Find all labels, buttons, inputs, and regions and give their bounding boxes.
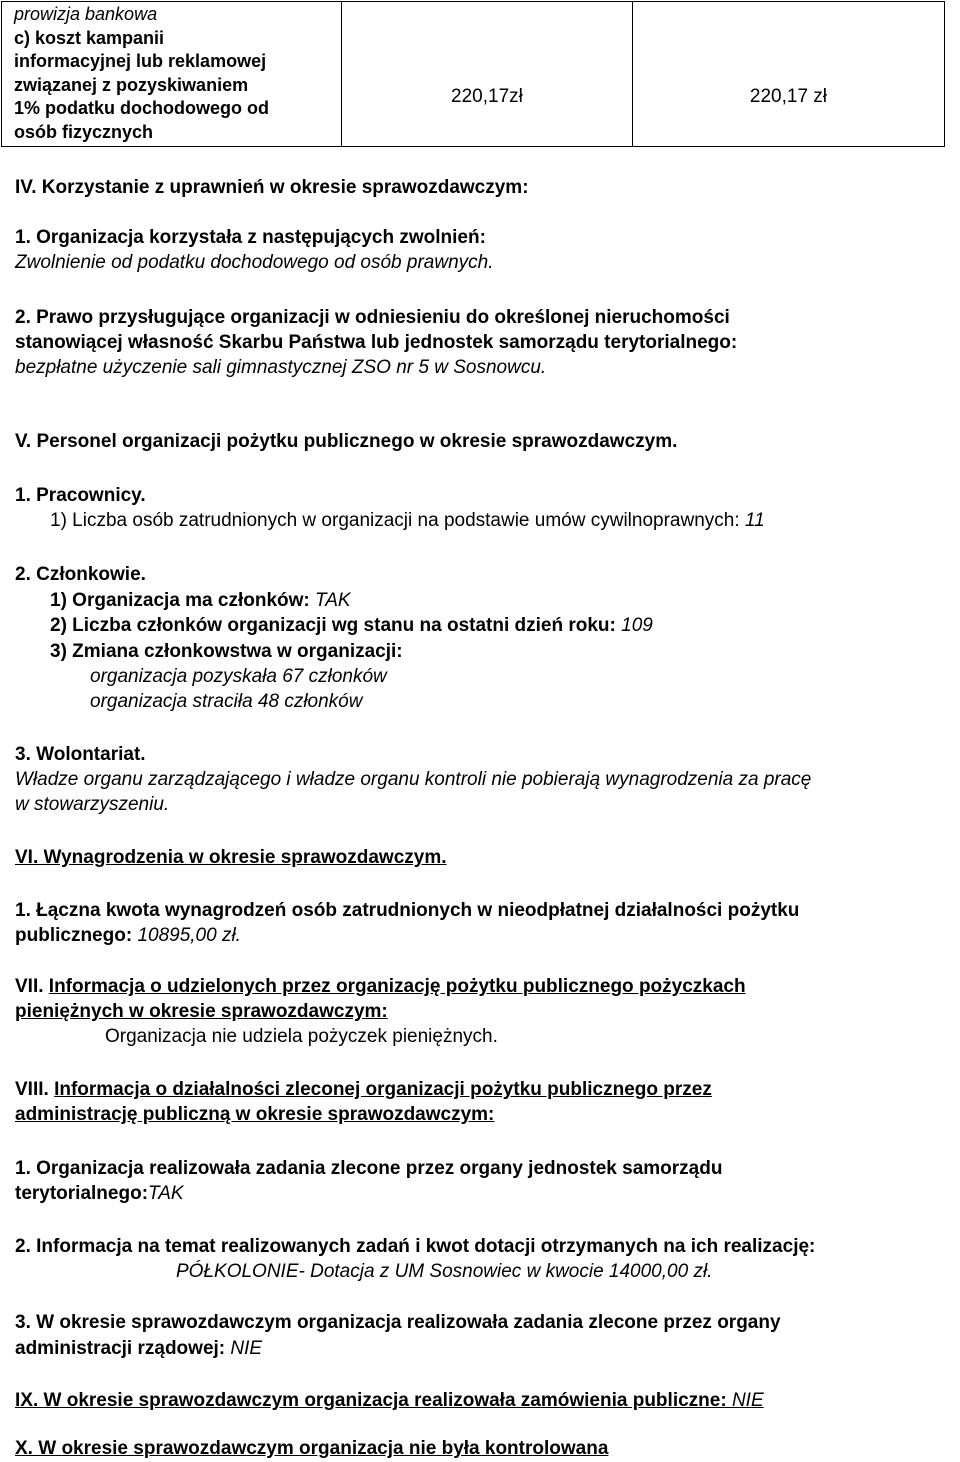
property-rights-line-2: stanowiącej własność Skarbu Państwa lub jednostek samorządu terytorialnego: xyxy=(15,332,738,353)
commissioned-local-line-2 xyxy=(15,1182,184,1206)
members-item-3-label: 3) Zmiana członkowstwa w organizacji: xyxy=(50,641,403,662)
property-rights-value: bezpłatne użyczenie sali gimnastycznej ZSO nr 5 w Sosnowcu. xyxy=(15,357,547,378)
section-iv-heading: IV. Korzystanie z uprawnień w okresie sprawozdawczym: xyxy=(15,177,529,198)
section-vii-heading-line-1 xyxy=(15,975,746,999)
grants-info-line: 2. Informacja na temat realizowanych zadań i kwot dotacji otrzymanych na ich realizację: xyxy=(15,1236,816,1257)
cost-description-cell xyxy=(2,2,342,147)
section-v-heading: V. Personel organizacji pożytku publicznego w okresie sprawozdawczym. xyxy=(15,431,678,452)
grants-info-value: PÓŁKOLONIE- Dotacja z UM Sosnowiec w kwocie 14000,00 zł. xyxy=(176,1261,713,1282)
salaries-line-2 xyxy=(15,924,241,948)
salaries-line-1: 1. Łączna kwota wynagrodzeń osób zatrudnionych w nieodpłatnej działalności pożytku xyxy=(15,900,800,921)
section-x-heading: X. W okresie sprawozdawczym organizacja nie była kontrolowana xyxy=(15,1438,609,1459)
section-ix-value: NIE xyxy=(731,1390,764,1411)
volunteer-line-2: w stowarzyszeniu. xyxy=(15,794,170,815)
workers-item-value: 11 xyxy=(744,510,765,531)
workers-item xyxy=(50,509,765,533)
commissioned-local-line-1: 1. Organizacja realizowała zadania zlecone przez organy jednostek samorządu xyxy=(15,1158,723,1179)
commissioned-gov-label: administracji rządowej: xyxy=(15,1338,231,1359)
salaries-label: publicznego: xyxy=(15,925,138,946)
salaries-value: 10895,00 zł. xyxy=(137,925,241,946)
cost-value-2: 220,17 zł xyxy=(749,86,828,107)
section-viii-title-1: Informacja o działalności zleconej organizacji pożytku publicznego przez xyxy=(54,1079,712,1100)
volunteer-heading: 3. Wolontariat. xyxy=(15,744,146,765)
section-viii-heading-line-2: administrację publiczną w okresie sprawozdawczym: xyxy=(15,1104,495,1125)
section-ix xyxy=(15,1389,764,1413)
workers-item-label: 1) Liczba osób zatrudnionych w organizacji na podstawie umów cywilnoprawnych: xyxy=(50,510,745,531)
members-item-1-value: TAK xyxy=(315,590,351,611)
property-rights-line-1: 2. Prawo przysługujące organizacji w odniesieniu do określonej nieruchomości xyxy=(15,307,730,328)
cost-description-line: c) koszt kampanii xyxy=(14,27,165,48)
commissioned-gov-line-2 xyxy=(15,1337,262,1361)
volunteer-line-1: Władze organu zarządzającego i władze organu kontroli nie pobierają wynagrodzenia za pracę xyxy=(15,769,812,790)
cost-description-line: informacyjnej lub reklamowej xyxy=(14,51,267,71)
commissioned-local-value: TAK xyxy=(148,1183,184,1204)
cost-value-cell-2 xyxy=(632,2,944,147)
cost-description-line: prowizja bankowa xyxy=(14,4,158,24)
members-item-2-value: 109 xyxy=(621,615,653,636)
members-heading: 2. Członkowie. xyxy=(15,564,146,585)
exemptions-label: 1. Organizacja korzystała z następujących zwolnień: xyxy=(15,227,486,248)
members-lost: organizacja straciła 48 członków xyxy=(90,691,363,712)
members-gained: organizacja pozyskała 67 członków xyxy=(90,666,387,687)
cost-description-line: osób fizycznych xyxy=(14,121,154,142)
section-vii-heading-line-2: pieniężnych w okresie sprawozdawczym: xyxy=(15,1001,388,1022)
workers-heading: 1. Pracownicy. xyxy=(15,485,146,506)
commissioned-gov-value: NIE xyxy=(230,1338,263,1359)
members-item-1-label: 1) Organizacja ma członków: xyxy=(50,590,316,611)
members-item-2 xyxy=(50,614,653,638)
cost-value-1: 220,17zł xyxy=(451,86,523,107)
section-vii-title-1: Informacja o udzielonych przez organizację pożytku publicznego pożyczkach xyxy=(48,976,746,997)
commissioned-gov-line-1: 3. W okresie sprawozdawczym organizacja realizowała zadania zlecone przez organy xyxy=(15,1312,781,1333)
section-vii-prefix: VII. xyxy=(15,976,49,997)
cost-description-line: związanej z pozyskiwaniem xyxy=(14,74,249,95)
loans-value: Organizacja nie udziela pożyczek pieniężnych. xyxy=(105,1026,498,1047)
cost-table xyxy=(1,1,945,147)
exemptions-value: Zwolnienie od podatku dochodowego od osób prawnych. xyxy=(15,252,494,273)
section-vi-heading: VI. Wynagrodzenia w okresie sprawozdawczym. xyxy=(15,847,447,868)
members-item-1 xyxy=(50,589,351,613)
cost-description-line: 1% podatku dochodowego od xyxy=(14,98,269,118)
commissioned-local-label: terytorialnego: xyxy=(15,1183,149,1204)
section-viii-heading-line-1 xyxy=(15,1078,712,1102)
cost-value-cell-1 xyxy=(342,2,633,147)
table-row xyxy=(2,2,945,147)
section-viii-prefix: VIII. xyxy=(15,1079,55,1100)
members-item-2-label: 2) Liczba członków organizacji wg stanu na ostatni dzień roku: xyxy=(50,615,622,636)
section-ix-label: IX. W okresie sprawozdawczym organizacja realizowała zamówienia publiczne: xyxy=(15,1390,732,1411)
